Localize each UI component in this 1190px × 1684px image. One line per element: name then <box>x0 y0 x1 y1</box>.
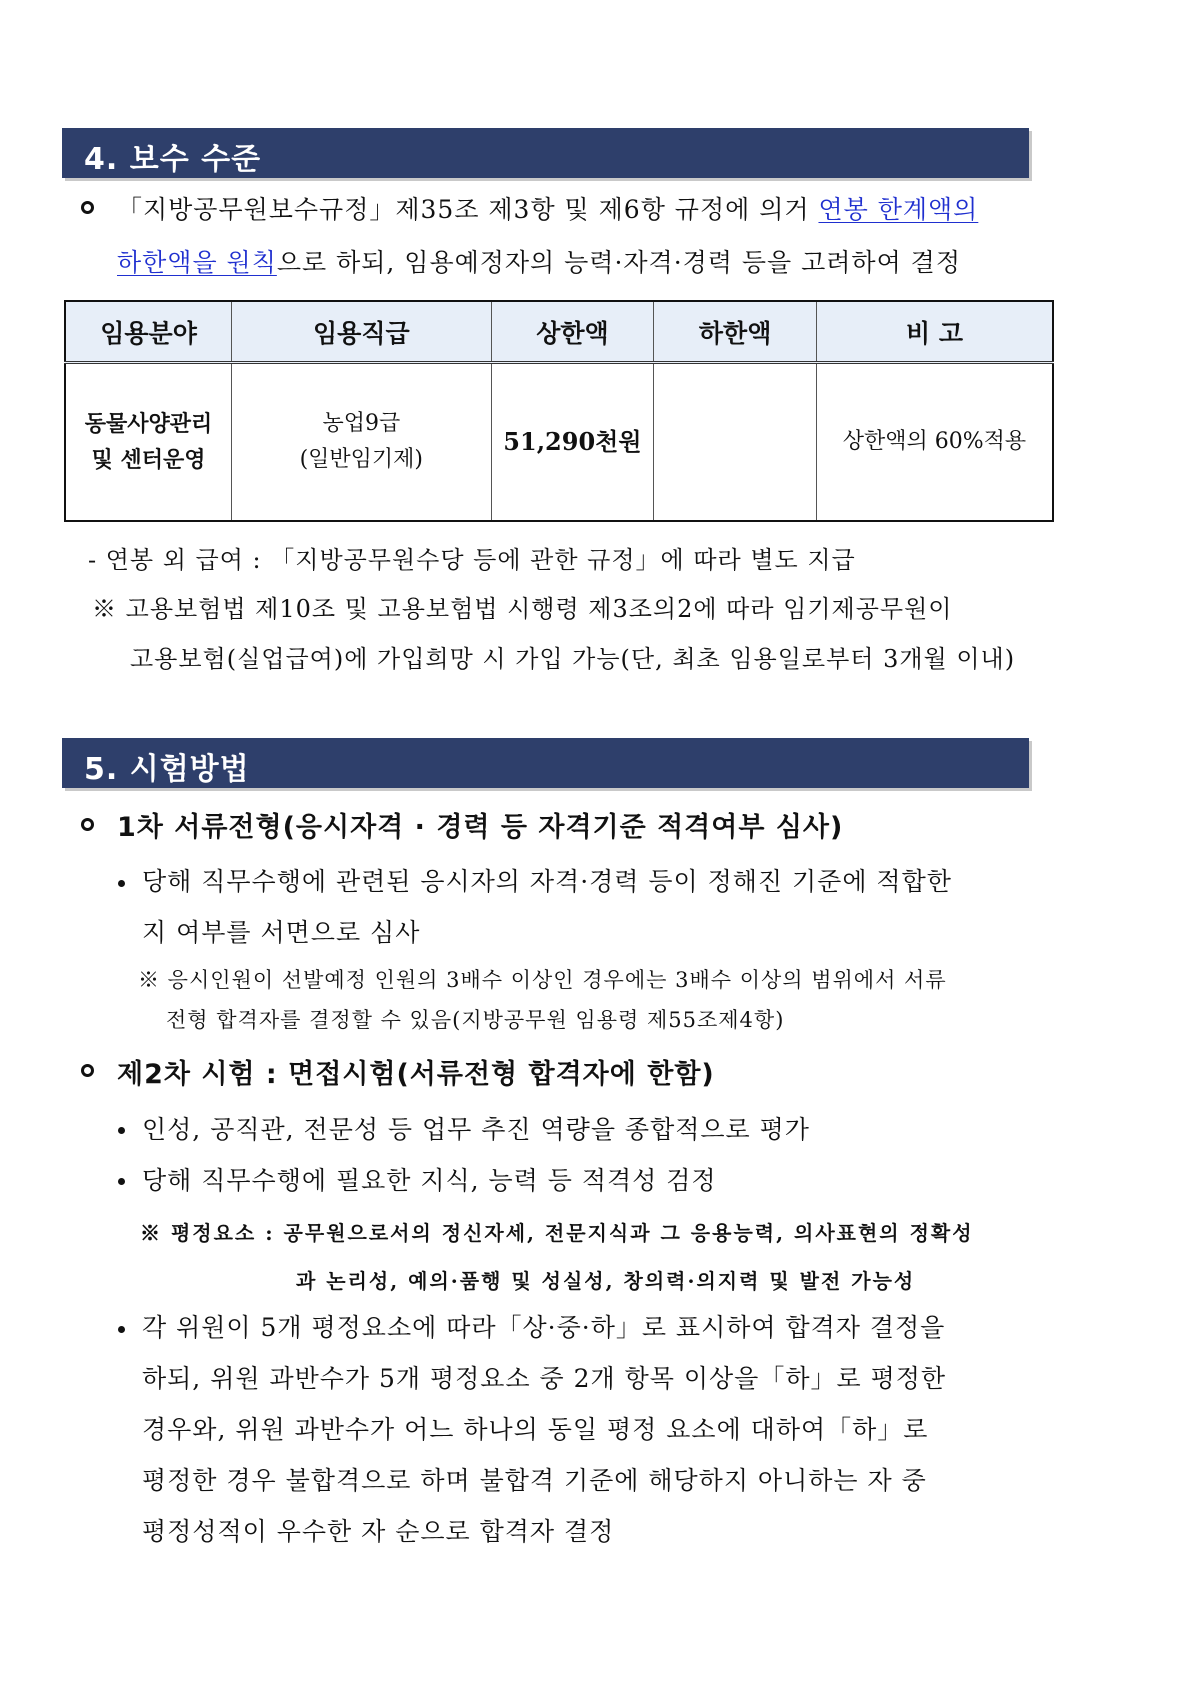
bullet-dot-icon <box>118 1127 125 1134</box>
salary-intro-text-2: 으로 하되, 임용예정자의 능력·자격·경력 등을 고려하여 결정 <box>276 248 961 277</box>
header-upper: 상한액 <box>491 301 654 363</box>
grade-line1: 농업9급 <box>322 411 401 436</box>
cell-upper: 51,290천원 <box>491 363 654 522</box>
grade-line2: (일반임기제) <box>299 447 424 472</box>
salary-table <box>64 300 1054 522</box>
header-note: 비 고 <box>816 301 1053 363</box>
section-4-header <box>62 128 1029 178</box>
header-field: 임용분야 <box>65 301 232 363</box>
header-grade: 임용직급 <box>232 301 491 363</box>
bullet-dot-icon <box>118 880 125 887</box>
step2-bullet2: 당해 직무수행에 필요한 지식, 능력 등 적격성 검정 <box>142 1166 717 1195</box>
salary-emphasis-2: 하한액을 원칙 <box>117 248 277 277</box>
decision-line-5: 평정성적이 우수한 자 순으로 합격자 결정 <box>142 1517 615 1546</box>
bullet-dot-icon <box>118 1178 125 1185</box>
step1-title: 1차 서류전형(응시자격 · 경력 등 자격기준 적격여부 심사) <box>117 812 844 843</box>
cell-lower <box>654 363 817 522</box>
decision-line-3: 경우와, 위원 과반수가 어느 하나의 동일 평정 요소에 대하여「하」로 <box>142 1415 929 1444</box>
insurance-note-line2: 고용보험(실업급여)에 가입희망 시 가입 가능(단, 최초 임용일로부터 3개월 이내) <box>130 645 1016 673</box>
section-5-header <box>62 738 1029 788</box>
salary-intro-text: 「지방공무원보수규정」제35조 제3항 및 제6항 규정에 의거 <box>117 195 819 224</box>
salary-table-header-row <box>65 301 1053 363</box>
eval-factors-line1: ※ 평정요소 : 공무원으로서의 정신자세, 전문지식과 그 응용능력, 의사표현의 정확성 <box>140 1221 974 1245</box>
step2-title: 제2차 시험 : 면접시험(서류전형 합격자에 한함) <box>117 1059 715 1090</box>
step1-note-line1: ※ 응시인원이 선발예정 인원의 3배수 이상인 경우에는 3배수 이상의 범위에서 서류 <box>138 968 947 992</box>
step1-note-line2: 전형 합격자를 결정할 수 있음(지방공무원 임용령 제55조제4항) <box>166 1008 785 1032</box>
salary-intro-line1 <box>117 190 1037 226</box>
cell-field <box>65 363 232 522</box>
decision-line-4: 평정한 경우 불합격으로 하며 불합격 기준에 해당하지 아니하는 자 중 <box>142 1466 927 1495</box>
salary-intro-line2 <box>117 243 961 279</box>
circle-bullet-icon <box>81 818 94 831</box>
table-row <box>65 363 1053 522</box>
cell-note: 상한액의 60%적용 <box>816 363 1053 522</box>
salary-emphasis-1: 연봉 한계액의 <box>818 195 979 224</box>
cell-grade <box>232 363 491 522</box>
bullet-dot-icon <box>118 1326 125 1333</box>
circle-bullet-icon <box>81 201 94 214</box>
step1-bullet-line2: 지 여부를 서면으로 심사 <box>142 918 421 947</box>
insurance-note-line1: ※ 고용보험법 제10조 및 고용보험법 시행령 제3조의2에 따라 임기제공무원이 <box>92 595 953 623</box>
section-5-title: 5. 시험방법 <box>84 752 250 787</box>
step2-bullet1: 인성, 공직관, 전문성 등 업무 추진 역량을 종합적으로 평가 <box>142 1115 810 1144</box>
header-lower: 하한액 <box>654 301 817 363</box>
decision-line-2: 하되, 위원 과반수가 5개 평정요소 중 2개 항목 이상을「하」로 평정한 <box>142 1364 947 1393</box>
step1-bullet-line1: 당해 직무수행에 관련된 응시자의 자격·경력 등이 정해진 기준에 적합한 <box>142 867 952 896</box>
extra-pay-text: - 연봉 외 급여 : 「지방공무원수당 등에 관한 규정」에 따라 별도 지급 <box>88 546 856 574</box>
section-4-title: 4. 보수 수준 <box>84 142 262 177</box>
field-line2: 및 센터운영 <box>91 447 206 473</box>
decision-line-1: 각 위원이 5개 평정요소에 따라「상·중·하」로 표시하여 합격자 결정을 <box>142 1313 946 1342</box>
eval-factors-line2: 과 논리성, 예의·품행 및 성실성, 창의력·의지력 및 발전 가능성 <box>296 1269 916 1293</box>
circle-bullet-icon <box>81 1064 94 1077</box>
field-line1: 동물사양관리 <box>84 411 213 437</box>
